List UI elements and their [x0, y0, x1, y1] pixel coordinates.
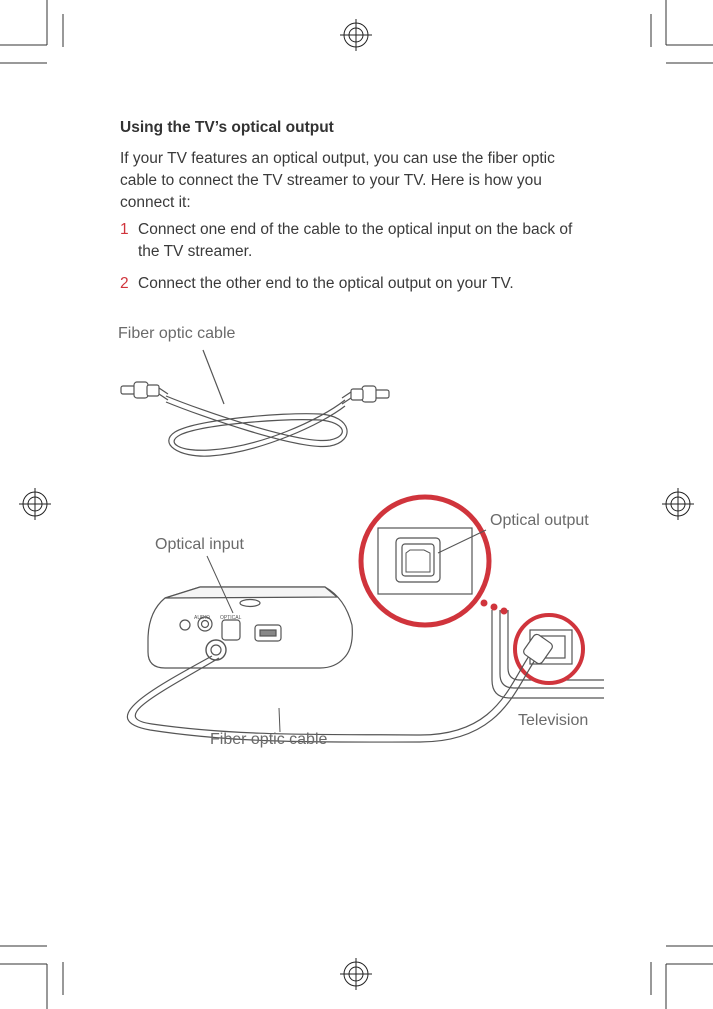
step-text: Connect one end of the cable to the optical input on the back of the TV streamer. [138, 221, 573, 260]
optical-input-label: Optical input [155, 536, 244, 553]
port-label-optical: OPTICAL [220, 615, 242, 621]
intro-paragraph: If your TV features an optical output, you can use the fiber optic cable to connect the TV streamer to your TV. Here is how you connect it: [120, 150, 555, 211]
tv-streamer-device [148, 587, 352, 668]
port-label-audio: AUDIO [194, 615, 210, 621]
television-label: Television [518, 712, 589, 729]
section-heading: Using the TV’s optical output [120, 119, 334, 136]
connection-cable [127, 656, 535, 742]
step-number: 2 [120, 275, 129, 292]
step-text: Connect the other end to the optical output on your TV. [138, 275, 514, 292]
fiber-cable-label-top: Fiber optic cable [118, 325, 236, 342]
fiber-cable-label-bottom: Fiber optic cable [210, 731, 328, 748]
step-number: 1 [120, 221, 129, 238]
optical-output-label: Optical output [490, 512, 589, 529]
optical-output-zoom [361, 497, 489, 625]
